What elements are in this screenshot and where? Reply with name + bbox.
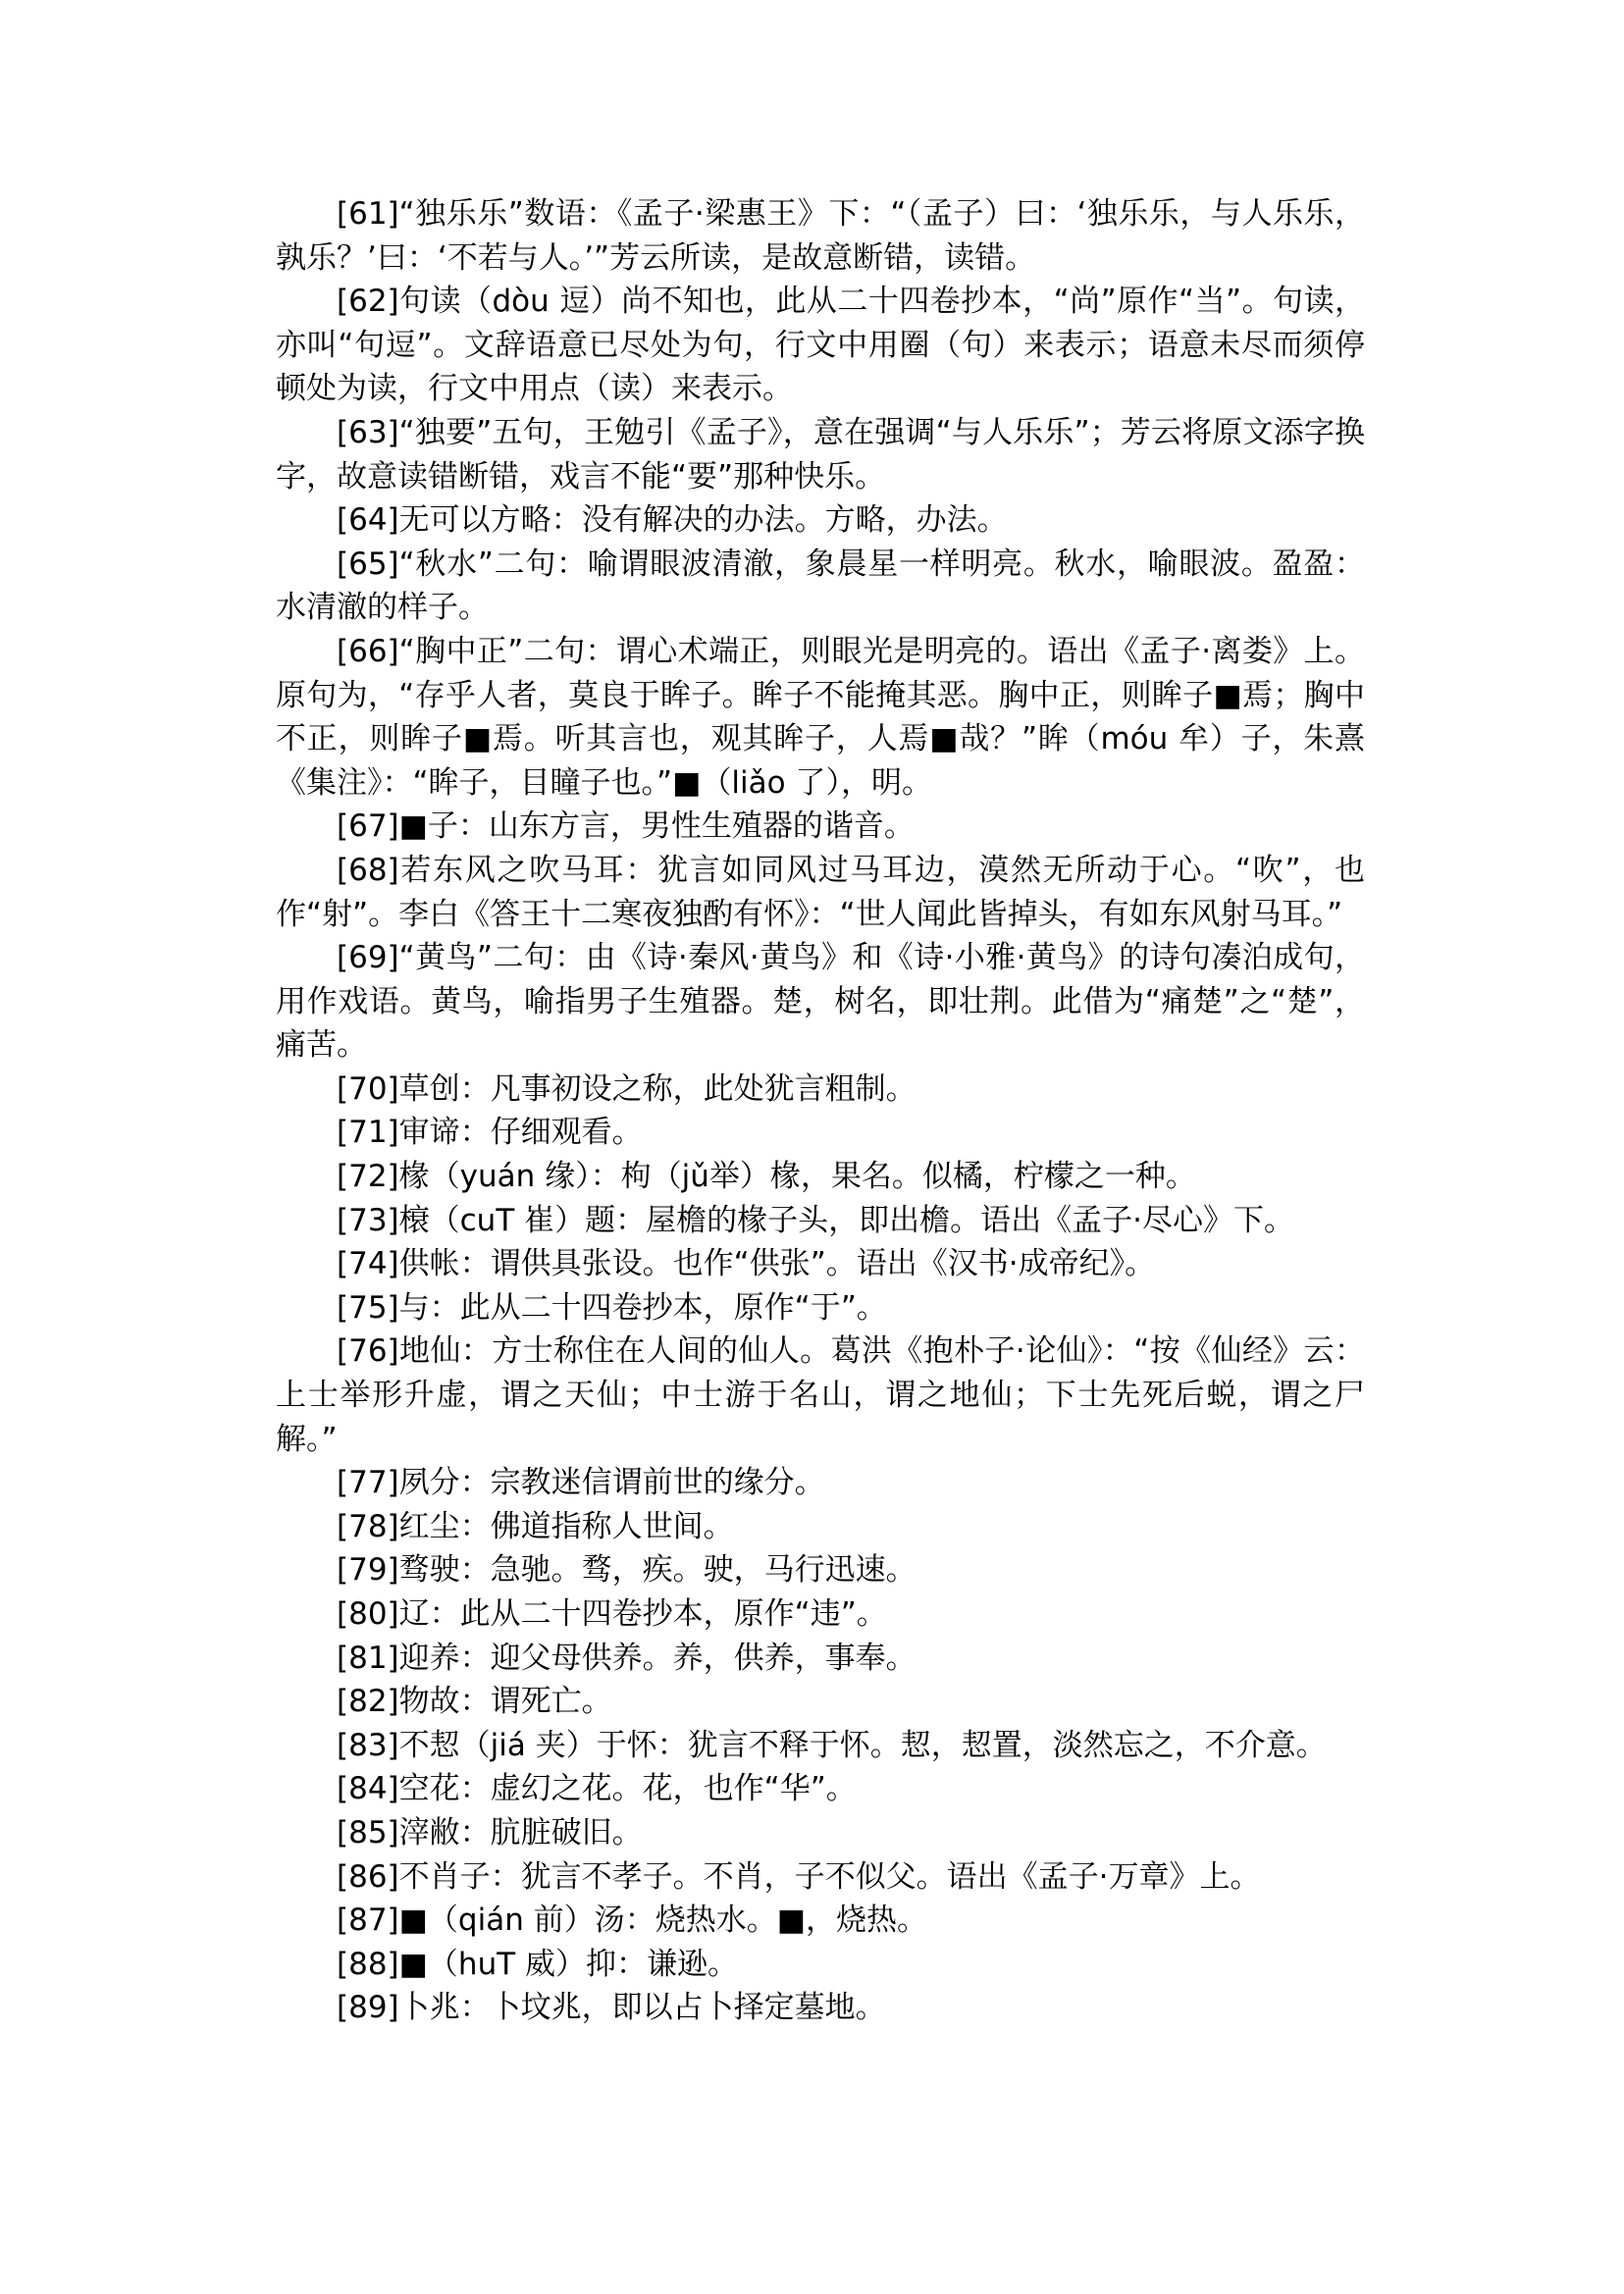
note-65: [65]“秋水”二句：喻谓眼波清澈，象晨星一样明亮。秋水，喻眼波。盈盈：水清澈的样子。 <box>276 546 1365 626</box>
note-81: [81]迎养：迎父母供养。养，供养，事奉。 <box>337 1640 917 1676</box>
note-71: [71]审谛：仔细观看。 <box>337 1115 643 1151</box>
note-76: [76]地仙：方士称住在人间的仙人。葛洪《抱朴子·论仙》：“按《仙经》云：上士举形升虚，谓之天仙；中士游于名山，谓之地仙；下士先死后蜕，谓之尸解。” <box>276 1333 1365 1457</box>
note-75: [75]与：此从二十四卷抄本，原作“于”。 <box>337 1289 887 1326</box>
note-86: [86]不肖子：犹言不孝子。不肖，子不似父。语出《孟子·万章》上。 <box>337 1858 1261 1895</box>
note-70: [70]草创：凡事初设之称，此处犹言粗制。 <box>337 1070 917 1107</box>
note-87: [87]■（qián 前）汤：烧热水。■，烧热。 <box>337 1903 928 1939</box>
note-83: [83]不恝（jiá 夹）于怀：犹言不释于怀。恝，恝置，淡然忘之，不介意。 <box>337 1727 1327 1763</box>
note-88: [88]■（huT 威）抑：谦逊。 <box>337 1946 739 1982</box>
note-67: [67]■子：山东方言，男性生殖器的谐音。 <box>337 808 915 845</box>
note-77: [77]夙分：宗教迷信谓前世的缘分。 <box>337 1465 825 1501</box>
note-85: [85]滓敝：肮脏破旧。 <box>337 1814 643 1851</box>
note-62: [62]句读（dòu 逗）尚不知也，此从二十四卷抄本，“尚”原作“当”。句读，亦叫“句逗”。文辞语意已尽处为句，行文中用圈（句）来表示；语意未尽而须停顿处为读，行文中用点（读）来表示。 <box>276 284 1365 407</box>
note-78: [78]红尘：佛道指称人世间。 <box>337 1508 734 1544</box>
note-82: [82]物故：谓死亡。 <box>337 1684 612 1720</box>
note-79: [79]骛驶：急驰。骛，疾。驶，马行迅速。 <box>337 1552 917 1589</box>
note-69: [69]“黄鸟”二句：由《诗·秦风·黄鸟》和《诗·小雅·黄鸟》的诗句凑泊成句，用作戏语。黄鸟，喻指男子生殖器。楚，树名，即壮荆。此借为“痛楚”之“楚”，痛苦。 <box>276 940 1365 1064</box>
note-73: [73]榱（cuT 崔）题：屋檐的椽子头，即出檐。语出《孟子·尽心》下。 <box>337 1202 1294 1238</box>
note-64: [64]无可以方略：没有解决的办法。方略，办法。 <box>337 502 1008 539</box>
note-89: [89]卜兆：卜坟兆，即以占卜择定墓地。 <box>337 1990 886 2026</box>
note-74: [74]供帐：谓供具张设。也作“供张”。语出《汉书·成帝纪》。 <box>337 1246 1156 1282</box>
note-61: [61]“独乐乐”数语：《孟子·梁惠王》下：“（孟子）曰：‘独乐乐，与人乐乐，孰乐？’曰：‘不若与人。’”芳云所读，是故意断错，读错。 <box>276 196 1365 276</box>
note-63: [63]“独要”五句，王勉引《孟子》，意在强调“与人乐乐”；芳云将原文添字换字，故意读错断错，戏言不能“要”那种快乐。 <box>276 414 1365 495</box>
annotation-notes <box>276 192 1365 2030</box>
note-66: [66]“胸中正”二句：谓心术端正，则眼光是明亮的。语出《孟子·离娄》上。原句为，“存乎人者，莫良于眸子。眸子不能掩其恶。胸中正，则眸子■焉；胸中不正，则眸子■焉。听其言也，观其眸子，人焉■哉？”眸（móu 牟）子，朱熹《集注》：“眸子，目瞳子也。”■（liǎo 了），明。 <box>276 633 1365 801</box>
note-80: [80]辽：此从二十四卷抄本，原作“违”。 <box>337 1596 887 1632</box>
note-84: [84]空花：虚幻之花。花，也作“华”。 <box>337 1771 857 1807</box>
note-72: [72]椽（yuán 缘）：枸（jǔ举）椽，果名。似橘，柠檬之一种。 <box>337 1159 1196 1195</box>
note-68: [68]若东风之吹马耳：犹言如同风过马耳边，漠然无所动于心。“吹”，也作“射”。李白《答王十二寒夜独酌有怀》：“世人闻此皆掉头，有如东风射马耳。” <box>276 852 1365 932</box>
